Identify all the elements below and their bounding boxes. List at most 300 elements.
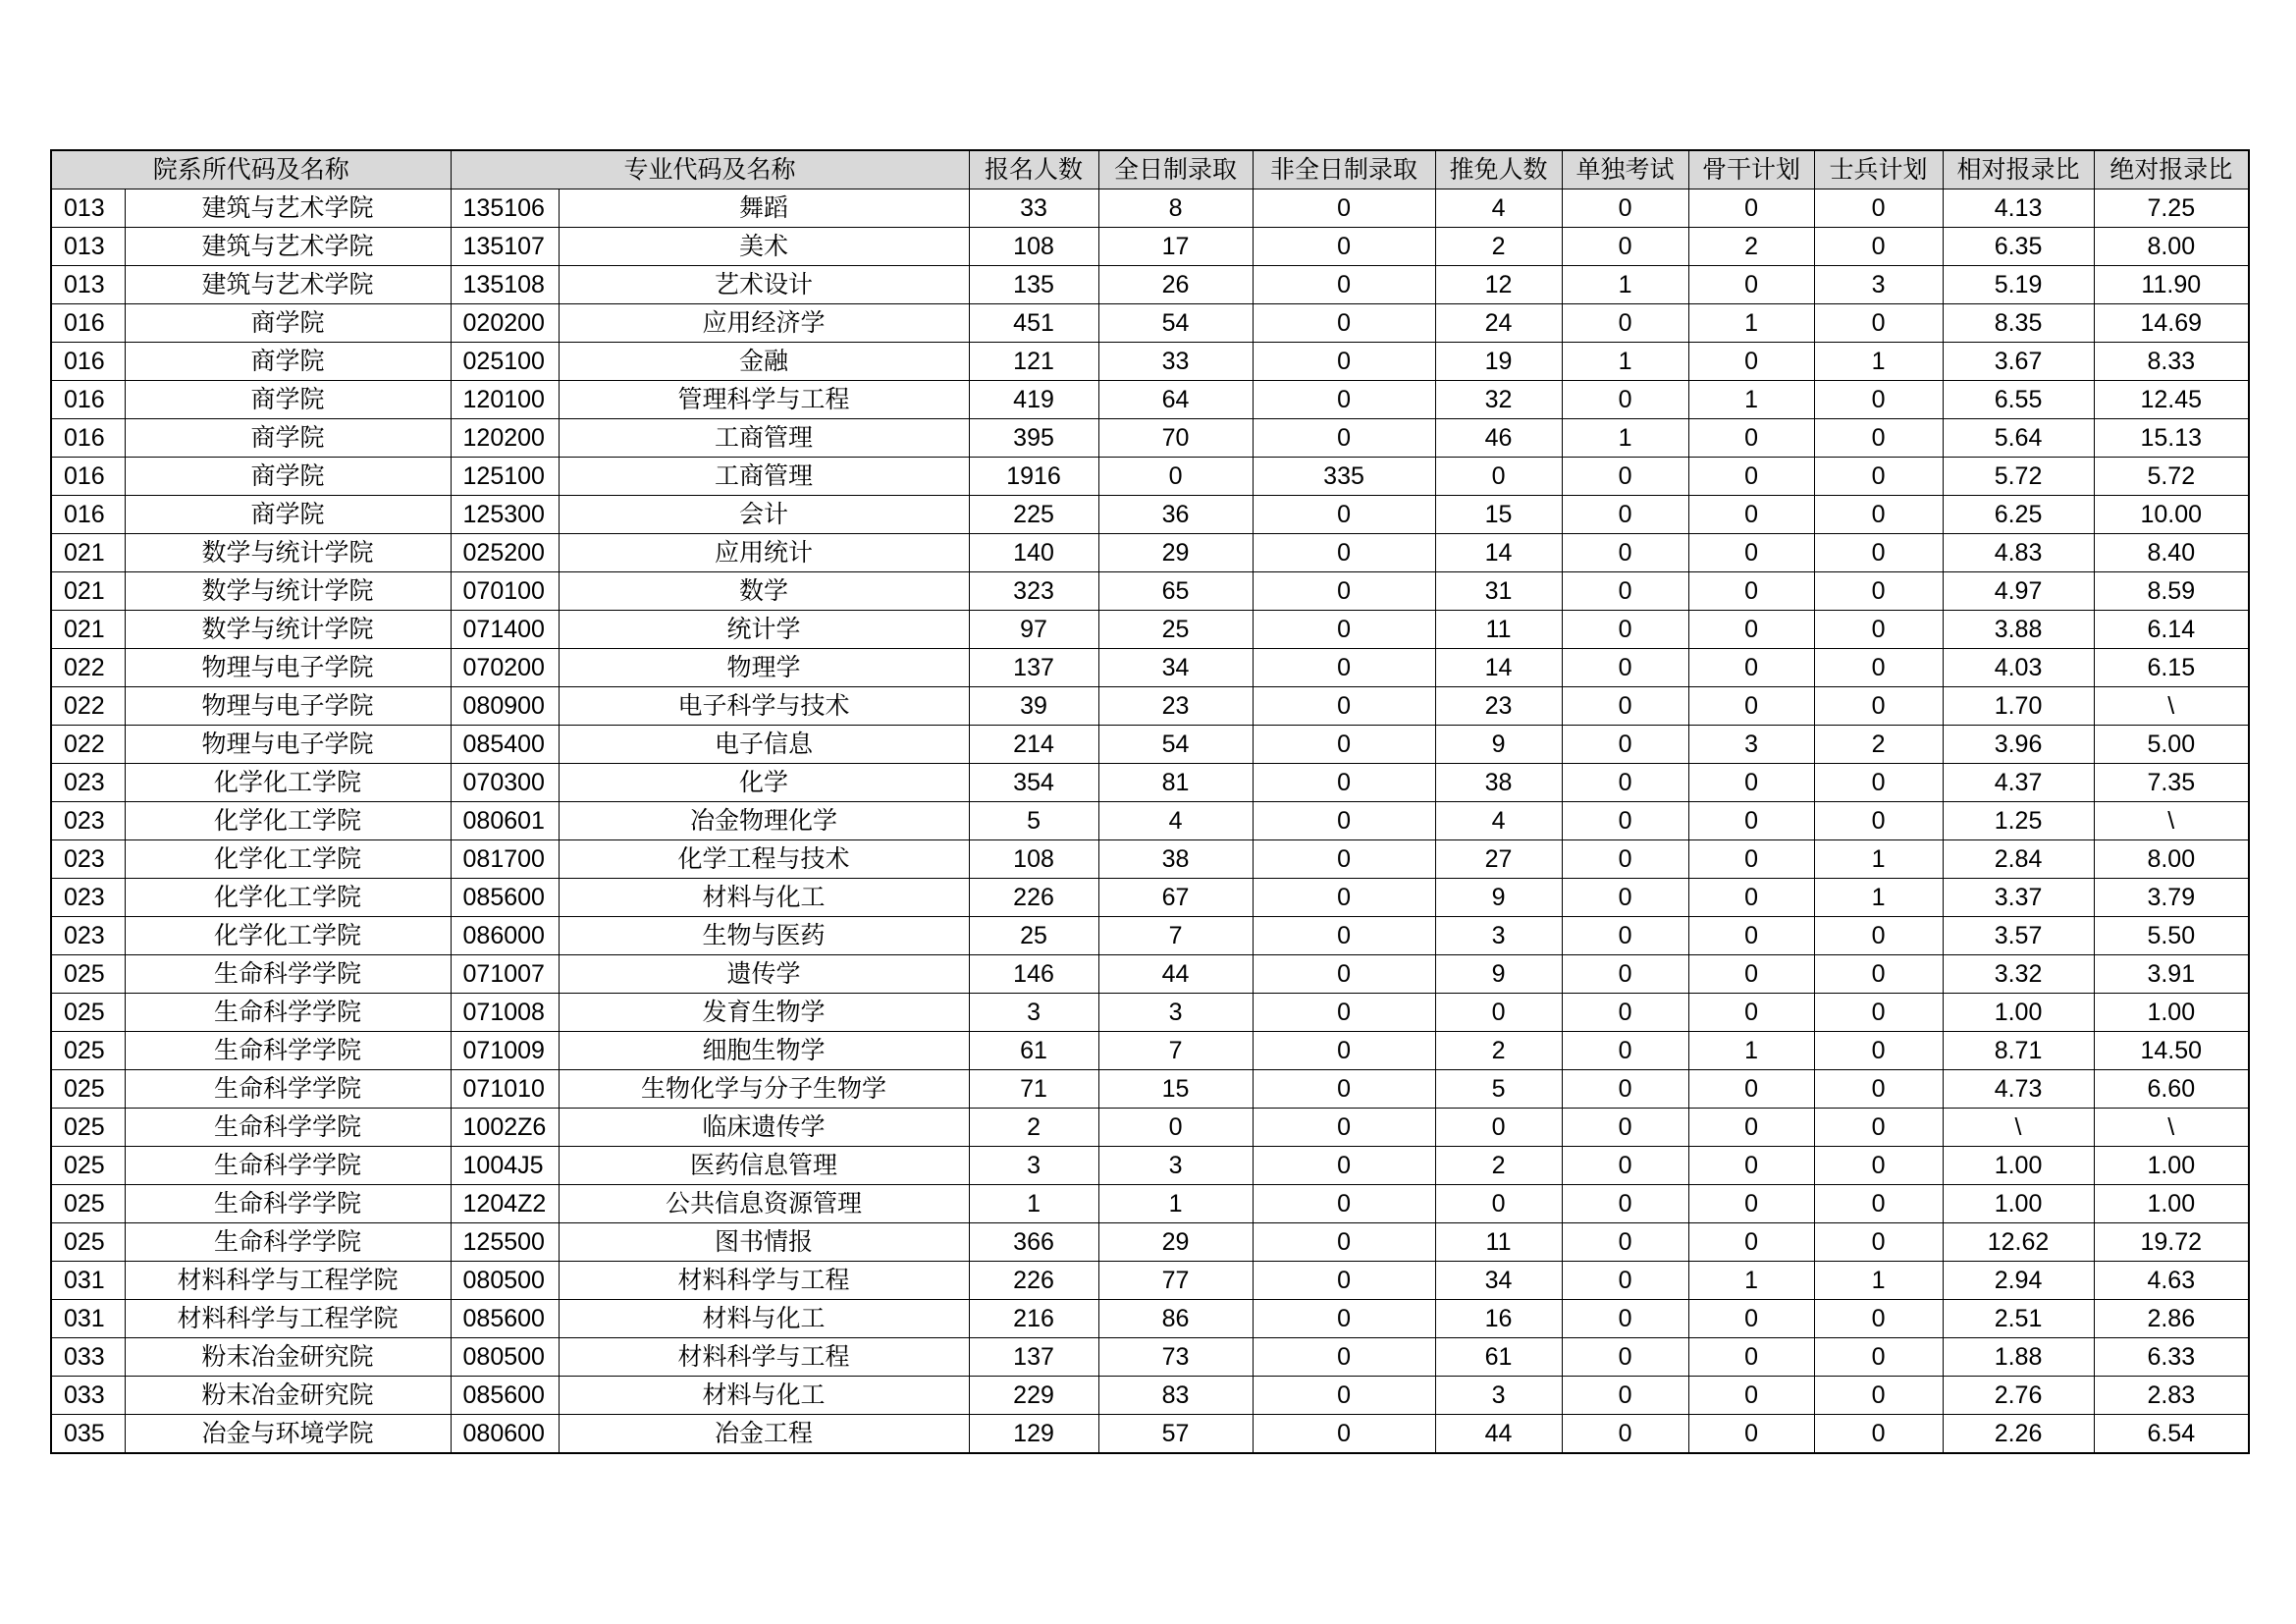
col-header-applicants: 报名人数 (969, 150, 1098, 189)
cell-absolute-ratio: 4.63 (2094, 1262, 2249, 1300)
table-row (51, 1147, 2249, 1185)
table-row (51, 649, 2249, 687)
table-row (51, 764, 2249, 802)
cell-dept-code: 013 (51, 228, 125, 266)
cell-major-name: 电子信息 (559, 726, 969, 764)
cell-absolute-ratio: 2.86 (2094, 1300, 2249, 1338)
cell-relative-ratio: 3.32 (1943, 955, 2094, 994)
cell-parttime: 0 (1253, 840, 1435, 879)
cell-major-code: 125100 (451, 458, 559, 496)
cell-soldier-plan: 0 (1814, 1070, 1943, 1109)
cell-fulltime: 33 (1098, 343, 1253, 381)
cell-absolute-ratio: 5.50 (2094, 917, 2249, 955)
cell-recommended: 2 (1435, 228, 1562, 266)
cell-parttime: 0 (1253, 917, 1435, 955)
cell-soldier-plan: 1 (1814, 343, 1943, 381)
cell-parttime: 0 (1253, 304, 1435, 343)
cell-backbone-plan: 0 (1688, 343, 1814, 381)
cell-applicants: 137 (969, 1338, 1098, 1377)
cell-backbone-plan: 0 (1688, 458, 1814, 496)
cell-soldier-plan: 0 (1814, 189, 1943, 228)
table-row (51, 343, 2249, 381)
cell-dept-name: 商学院 (125, 381, 451, 419)
cell-backbone-plan: 0 (1688, 955, 1814, 994)
cell-soldier-plan: 0 (1814, 458, 1943, 496)
cell-applicants: 129 (969, 1415, 1098, 1454)
cell-major-name: 数学 (559, 572, 969, 611)
cell-recommended: 2 (1435, 1147, 1562, 1185)
cell-recommended: 38 (1435, 764, 1562, 802)
cell-soldier-plan: 0 (1814, 802, 1943, 840)
cell-relative-ratio: 4.73 (1943, 1070, 2094, 1109)
cell-dept-name: 化学化工学院 (125, 917, 451, 955)
cell-major-code: 135107 (451, 228, 559, 266)
cell-parttime: 0 (1253, 496, 1435, 534)
cell-relative-ratio: 4.37 (1943, 764, 2094, 802)
cell-absolute-ratio: 8.59 (2094, 572, 2249, 611)
cell-dept-name: 生命科学学院 (125, 1147, 451, 1185)
cell-fulltime: 4 (1098, 802, 1253, 840)
cell-parttime: 335 (1253, 458, 1435, 496)
cell-fulltime: 81 (1098, 764, 1253, 802)
cell-major-code: 085400 (451, 726, 559, 764)
col-header-parttime: 非全日制录取 (1253, 150, 1435, 189)
cell-absolute-ratio: 8.00 (2094, 840, 2249, 879)
cell-dept-name: 化学化工学院 (125, 879, 451, 917)
cell-relative-ratio: 6.55 (1943, 381, 2094, 419)
cell-parttime: 0 (1253, 419, 1435, 458)
cell-backbone-plan: 0 (1688, 572, 1814, 611)
cell-relative-ratio: 8.35 (1943, 304, 2094, 343)
cell-applicants: 226 (969, 1262, 1098, 1300)
cell-dept-code: 016 (51, 458, 125, 496)
cell-fulltime: 54 (1098, 726, 1253, 764)
cell-dept-name: 建筑与艺术学院 (125, 228, 451, 266)
cell-major-code: 025200 (451, 534, 559, 572)
cell-major-code: 080601 (451, 802, 559, 840)
cell-backbone-plan: 1 (1688, 1032, 1814, 1070)
cell-fulltime: 3 (1098, 1147, 1253, 1185)
cell-fulltime: 7 (1098, 1032, 1253, 1070)
cell-relative-ratio: 6.25 (1943, 496, 2094, 534)
cell-major-code: 085600 (451, 1300, 559, 1338)
cell-major-name: 生物与医药 (559, 917, 969, 955)
cell-fulltime: 54 (1098, 304, 1253, 343)
cell-major-name: 发育生物学 (559, 994, 969, 1032)
cell-major-code: 071400 (451, 611, 559, 649)
cell-major-name: 应用经济学 (559, 304, 969, 343)
table-row (51, 994, 2249, 1032)
cell-soldier-plan: 0 (1814, 1300, 1943, 1338)
cell-dept-name: 化学化工学院 (125, 802, 451, 840)
cell-absolute-ratio: 1.00 (2094, 994, 2249, 1032)
cell-applicants: 216 (969, 1300, 1098, 1338)
table-row (51, 1223, 2249, 1262)
cell-separate-exam: 1 (1562, 343, 1688, 381)
cell-applicants: 1 (969, 1185, 1098, 1223)
cell-applicants: 140 (969, 534, 1098, 572)
cell-parttime: 0 (1253, 381, 1435, 419)
cell-applicants: 108 (969, 840, 1098, 879)
cell-major-code: 125500 (451, 1223, 559, 1262)
cell-soldier-plan: 0 (1814, 1147, 1943, 1185)
cell-dept-name: 物理与电子学院 (125, 649, 451, 687)
cell-soldier-plan: 0 (1814, 1338, 1943, 1377)
table-row (51, 840, 2249, 879)
cell-relative-ratio: 3.57 (1943, 917, 2094, 955)
cell-absolute-ratio: 8.33 (2094, 343, 2249, 381)
cell-applicants: 5 (969, 802, 1098, 840)
table-row (51, 189, 2249, 228)
col-header-relative-ratio: 相对报录比 (1943, 150, 2094, 189)
cell-absolute-ratio: 6.54 (2094, 1415, 2249, 1454)
table-row (51, 611, 2249, 649)
cell-parttime: 0 (1253, 802, 1435, 840)
cell-dept-code: 031 (51, 1300, 125, 1338)
cell-major-code: 085600 (451, 1377, 559, 1415)
cell-applicants: 146 (969, 955, 1098, 994)
cell-major-code: 070300 (451, 764, 559, 802)
cell-absolute-ratio: \ (2094, 687, 2249, 726)
cell-soldier-plan: 0 (1814, 572, 1943, 611)
cell-absolute-ratio: 14.50 (2094, 1032, 2249, 1070)
table-row (51, 419, 2249, 458)
cell-absolute-ratio: 7.35 (2094, 764, 2249, 802)
cell-parttime: 0 (1253, 1185, 1435, 1223)
cell-fulltime: 7 (1098, 917, 1253, 955)
cell-major-name: 材料与化工 (559, 1300, 969, 1338)
cell-backbone-plan: 0 (1688, 764, 1814, 802)
cell-parttime: 0 (1253, 994, 1435, 1032)
cell-absolute-ratio: 12.45 (2094, 381, 2249, 419)
cell-backbone-plan: 0 (1688, 917, 1814, 955)
cell-dept-code: 016 (51, 496, 125, 534)
cell-applicants: 3 (969, 1147, 1098, 1185)
table-row (51, 381, 2249, 419)
cell-recommended: 31 (1435, 572, 1562, 611)
cell-recommended: 4 (1435, 189, 1562, 228)
cell-parttime: 0 (1253, 534, 1435, 572)
cell-recommended: 44 (1435, 1415, 1562, 1454)
cell-dept-code: 022 (51, 726, 125, 764)
cell-soldier-plan: 1 (1814, 1262, 1943, 1300)
cell-parttime: 0 (1253, 1338, 1435, 1377)
cell-separate-exam: 0 (1562, 955, 1688, 994)
cell-fulltime: 15 (1098, 1070, 1253, 1109)
cell-parttime: 0 (1253, 687, 1435, 726)
cell-separate-exam: 0 (1562, 381, 1688, 419)
cell-parttime: 0 (1253, 1147, 1435, 1185)
cell-dept-name: 材料科学与工程学院 (125, 1300, 451, 1338)
cell-relative-ratio: 1.00 (1943, 994, 2094, 1032)
table-row (51, 458, 2249, 496)
cell-soldier-plan: 2 (1814, 726, 1943, 764)
cell-applicants: 33 (969, 189, 1098, 228)
cell-backbone-plan: 0 (1688, 1300, 1814, 1338)
cell-fulltime: 25 (1098, 611, 1253, 649)
cell-backbone-plan: 0 (1688, 840, 1814, 879)
cell-relative-ratio: 2.84 (1943, 840, 2094, 879)
cell-major-name: 工商管理 (559, 458, 969, 496)
cell-applicants: 366 (969, 1223, 1098, 1262)
cell-recommended: 5 (1435, 1070, 1562, 1109)
cell-parttime: 0 (1253, 1415, 1435, 1454)
cell-absolute-ratio: \ (2094, 1109, 2249, 1147)
cell-recommended: 0 (1435, 1109, 1562, 1147)
cell-parttime: 0 (1253, 1262, 1435, 1300)
cell-fulltime: 70 (1098, 419, 1253, 458)
cell-recommended: 2 (1435, 1032, 1562, 1070)
cell-parttime: 0 (1253, 764, 1435, 802)
cell-separate-exam: 0 (1562, 994, 1688, 1032)
cell-soldier-plan: 0 (1814, 1185, 1943, 1223)
cell-dept-code: 025 (51, 1032, 125, 1070)
cell-soldier-plan: 0 (1814, 649, 1943, 687)
cell-applicants: 451 (969, 304, 1098, 343)
cell-dept-name: 建筑与艺术学院 (125, 189, 451, 228)
table-row (51, 687, 2249, 726)
cell-recommended: 34 (1435, 1262, 1562, 1300)
cell-separate-exam: 0 (1562, 228, 1688, 266)
cell-dept-code: 031 (51, 1262, 125, 1300)
cell-backbone-plan: 0 (1688, 687, 1814, 726)
cell-dept-code: 023 (51, 802, 125, 840)
cell-applicants: 135 (969, 266, 1098, 304)
cell-major-name: 医药信息管理 (559, 1147, 969, 1185)
cell-recommended: 32 (1435, 381, 1562, 419)
cell-parttime: 0 (1253, 266, 1435, 304)
cell-major-name: 公共信息资源管理 (559, 1185, 969, 1223)
cell-major-name: 管理科学与工程 (559, 381, 969, 419)
cell-backbone-plan: 0 (1688, 802, 1814, 840)
cell-dept-name: 化学化工学院 (125, 840, 451, 879)
cell-backbone-plan: 0 (1688, 266, 1814, 304)
cell-soldier-plan: 0 (1814, 687, 1943, 726)
cell-major-name: 冶金物理化学 (559, 802, 969, 840)
table-row (51, 228, 2249, 266)
cell-major-name: 金融 (559, 343, 969, 381)
cell-fulltime: 65 (1098, 572, 1253, 611)
cell-parttime: 0 (1253, 726, 1435, 764)
cell-fulltime: 44 (1098, 955, 1253, 994)
table-row (51, 1262, 2249, 1300)
cell-separate-exam: 0 (1562, 572, 1688, 611)
cell-relative-ratio: 1.00 (1943, 1147, 2094, 1185)
cell-soldier-plan: 0 (1814, 419, 1943, 458)
table-row (51, 955, 2249, 994)
table-row (51, 802, 2249, 840)
cell-relative-ratio: \ (1943, 1109, 2094, 1147)
cell-relative-ratio: 4.03 (1943, 649, 2094, 687)
cell-applicants: 97 (969, 611, 1098, 649)
cell-fulltime: 0 (1098, 1109, 1253, 1147)
cell-relative-ratio: 2.26 (1943, 1415, 2094, 1454)
cell-fulltime: 67 (1098, 879, 1253, 917)
cell-applicants: 323 (969, 572, 1098, 611)
cell-separate-exam: 0 (1562, 496, 1688, 534)
cell-backbone-plan: 0 (1688, 1223, 1814, 1262)
cell-applicants: 25 (969, 917, 1098, 955)
cell-parttime: 0 (1253, 228, 1435, 266)
cell-major-code: 120200 (451, 419, 559, 458)
cell-major-code: 071008 (451, 994, 559, 1032)
table-row (51, 266, 2249, 304)
cell-backbone-plan: 3 (1688, 726, 1814, 764)
cell-relative-ratio: 4.83 (1943, 534, 2094, 572)
cell-backbone-plan: 0 (1688, 534, 1814, 572)
cell-absolute-ratio: 15.13 (2094, 419, 2249, 458)
cell-dept-name: 数学与统计学院 (125, 534, 451, 572)
cell-dept-name: 商学院 (125, 419, 451, 458)
cell-fulltime: 73 (1098, 1338, 1253, 1377)
cell-recommended: 46 (1435, 419, 1562, 458)
cell-separate-exam: 0 (1562, 304, 1688, 343)
cell-dept-code: 033 (51, 1338, 125, 1377)
cell-recommended: 16 (1435, 1300, 1562, 1338)
cell-separate-exam: 0 (1562, 458, 1688, 496)
cell-major-code: 070100 (451, 572, 559, 611)
cell-dept-code: 013 (51, 189, 125, 228)
cell-dept-name: 物理与电子学院 (125, 687, 451, 726)
cell-soldier-plan: 0 (1814, 496, 1943, 534)
cell-soldier-plan: 0 (1814, 611, 1943, 649)
cell-dept-code: 013 (51, 266, 125, 304)
cell-fulltime: 29 (1098, 534, 1253, 572)
cell-applicants: 71 (969, 1070, 1098, 1109)
col-header-major: 专业代码及名称 (451, 150, 969, 189)
cell-recommended: 0 (1435, 994, 1562, 1032)
cell-dept-code: 023 (51, 764, 125, 802)
cell-major-name: 工商管理 (559, 419, 969, 458)
cell-fulltime: 36 (1098, 496, 1253, 534)
cell-absolute-ratio: \ (2094, 802, 2249, 840)
cell-backbone-plan: 1 (1688, 1262, 1814, 1300)
table-row (51, 1032, 2249, 1070)
cell-soldier-plan: 0 (1814, 534, 1943, 572)
cell-recommended: 12 (1435, 266, 1562, 304)
cell-major-code: 086000 (451, 917, 559, 955)
table-row (51, 1415, 2249, 1454)
cell-separate-exam: 0 (1562, 1032, 1688, 1070)
cell-recommended: 11 (1435, 611, 1562, 649)
col-header-soldier-plan: 士兵计划 (1814, 150, 1943, 189)
cell-recommended: 15 (1435, 496, 1562, 534)
cell-soldier-plan: 0 (1814, 955, 1943, 994)
cell-dept-name: 生命科学学院 (125, 1032, 451, 1070)
cell-applicants: 214 (969, 726, 1098, 764)
cell-recommended: 3 (1435, 1377, 1562, 1415)
cell-major-name: 化学工程与技术 (559, 840, 969, 879)
cell-recommended: 23 (1435, 687, 1562, 726)
cell-separate-exam: 0 (1562, 534, 1688, 572)
cell-major-code: 080600 (451, 1415, 559, 1454)
cell-dept-name: 商学院 (125, 496, 451, 534)
cell-separate-exam: 0 (1562, 1377, 1688, 1415)
cell-dept-code: 035 (51, 1415, 125, 1454)
cell-recommended: 11 (1435, 1223, 1562, 1262)
cell-backbone-plan: 0 (1688, 879, 1814, 917)
cell-fulltime: 64 (1098, 381, 1253, 419)
cell-major-name: 临床遗传学 (559, 1109, 969, 1147)
cell-soldier-plan: 0 (1814, 228, 1943, 266)
cell-major-name: 材料与化工 (559, 879, 969, 917)
cell-recommended: 9 (1435, 879, 1562, 917)
cell-fulltime: 23 (1098, 687, 1253, 726)
cell-major-name: 图书情报 (559, 1223, 969, 1262)
cell-major-name: 美术 (559, 228, 969, 266)
cell-relative-ratio: 5.72 (1943, 458, 2094, 496)
cell-dept-name: 数学与统计学院 (125, 611, 451, 649)
cell-backbone-plan: 0 (1688, 611, 1814, 649)
col-header-absolute-ratio: 绝对报录比 (2094, 150, 2249, 189)
cell-dept-name: 粉末冶金研究院 (125, 1377, 451, 1415)
cell-separate-exam: 0 (1562, 1223, 1688, 1262)
cell-separate-exam: 1 (1562, 419, 1688, 458)
cell-parttime: 0 (1253, 611, 1435, 649)
cell-dept-code: 021 (51, 572, 125, 611)
cell-soldier-plan: 0 (1814, 304, 1943, 343)
cell-applicants: 137 (969, 649, 1098, 687)
cell-absolute-ratio: 6.33 (2094, 1338, 2249, 1377)
table-row (51, 572, 2249, 611)
cell-relative-ratio: 4.97 (1943, 572, 2094, 611)
cell-recommended: 9 (1435, 726, 1562, 764)
cell-fulltime: 1 (1098, 1185, 1253, 1223)
cell-recommended: 24 (1435, 304, 1562, 343)
cell-fulltime: 83 (1098, 1377, 1253, 1415)
cell-major-name: 材料与化工 (559, 1377, 969, 1415)
cell-parttime: 0 (1253, 879, 1435, 917)
cell-applicants: 395 (969, 419, 1098, 458)
cell-dept-name: 生命科学学院 (125, 1185, 451, 1223)
cell-major-name: 统计学 (559, 611, 969, 649)
cell-dept-code: 025 (51, 994, 125, 1032)
cell-dept-code: 016 (51, 304, 125, 343)
cell-applicants: 61 (969, 1032, 1098, 1070)
table-row (51, 1109, 2249, 1147)
cell-dept-code: 025 (51, 1185, 125, 1223)
cell-major-name: 应用统计 (559, 534, 969, 572)
header-row (51, 150, 2249, 189)
cell-applicants: 3 (969, 994, 1098, 1032)
cell-relative-ratio: 3.88 (1943, 611, 2094, 649)
cell-separate-exam: 0 (1562, 189, 1688, 228)
cell-separate-exam: 0 (1562, 1300, 1688, 1338)
cell-dept-name: 生命科学学院 (125, 1223, 451, 1262)
cell-relative-ratio: 2.76 (1943, 1377, 2094, 1415)
cell-major-name: 物理学 (559, 649, 969, 687)
cell-major-name: 细胞生物学 (559, 1032, 969, 1070)
cell-soldier-plan: 0 (1814, 1377, 1943, 1415)
cell-major-code: 080500 (451, 1262, 559, 1300)
cell-absolute-ratio: 3.91 (2094, 955, 2249, 994)
cell-parttime: 0 (1253, 1032, 1435, 1070)
table-row (51, 1300, 2249, 1338)
cell-backbone-plan: 0 (1688, 419, 1814, 458)
cell-relative-ratio: 1.70 (1943, 687, 2094, 726)
cell-major-name: 化学 (559, 764, 969, 802)
cell-separate-exam: 0 (1562, 1185, 1688, 1223)
cell-parttime: 0 (1253, 649, 1435, 687)
table-row (51, 726, 2249, 764)
cell-dept-name: 生命科学学院 (125, 955, 451, 994)
cell-absolute-ratio: 8.00 (2094, 228, 2249, 266)
cell-backbone-plan: 0 (1688, 496, 1814, 534)
cell-absolute-ratio: 6.15 (2094, 649, 2249, 687)
cell-relative-ratio: 12.62 (1943, 1223, 2094, 1262)
cell-dept-code: 025 (51, 1223, 125, 1262)
col-header-recommended: 推免人数 (1435, 150, 1562, 189)
